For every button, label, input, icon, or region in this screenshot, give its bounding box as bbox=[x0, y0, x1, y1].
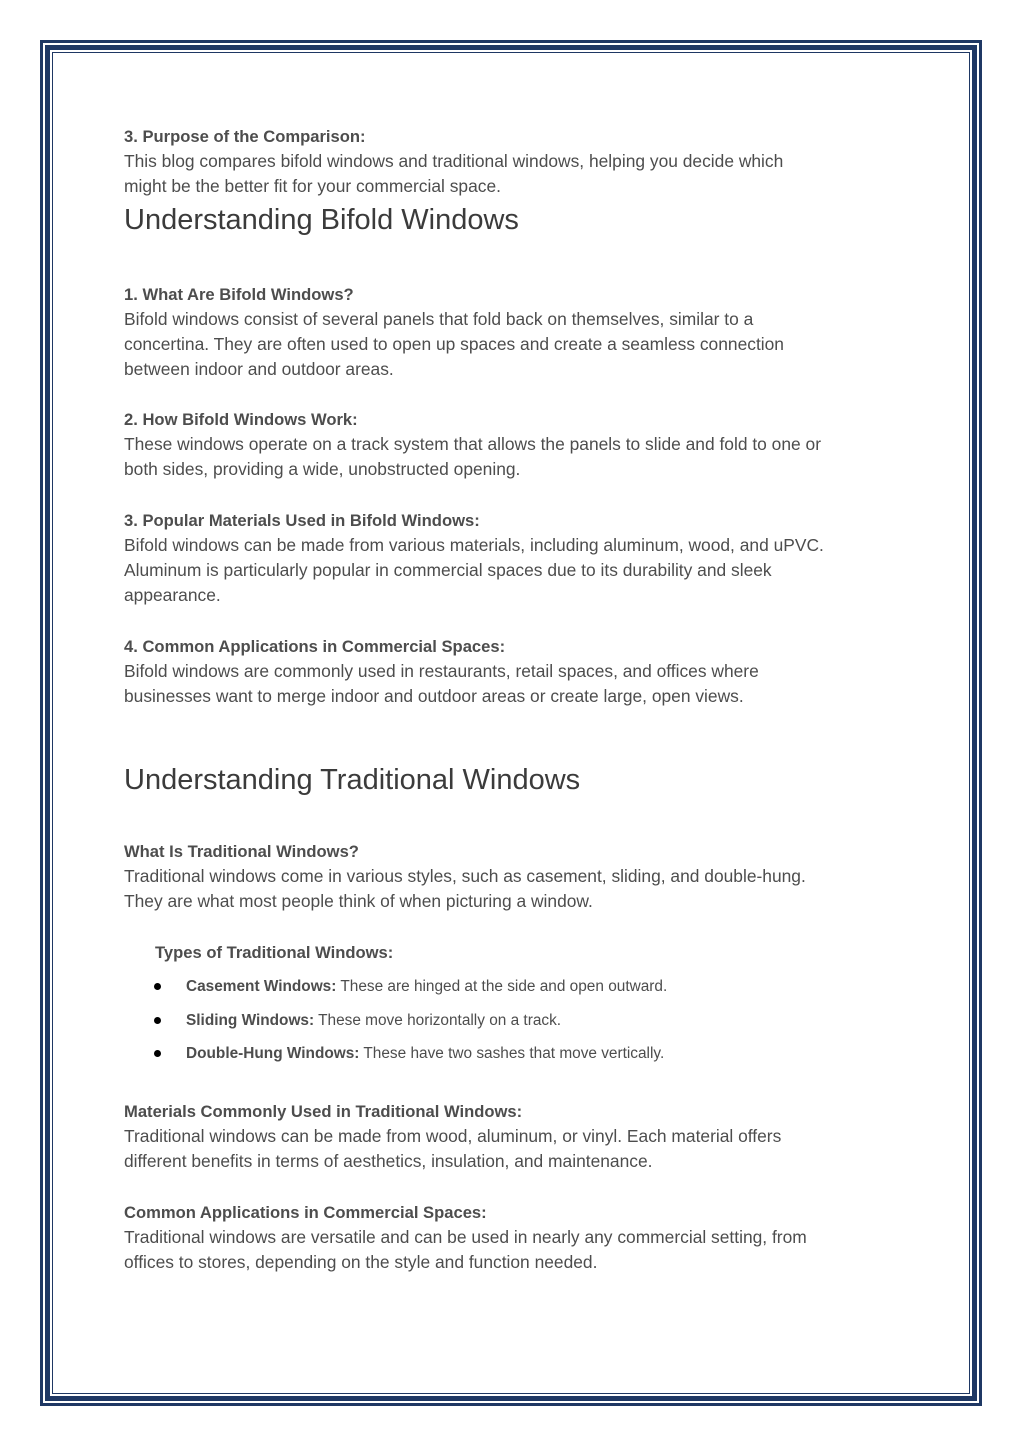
purpose-line-2: might be the better fit for your commercial space. bbox=[124, 176, 501, 196]
list-item-desc: These have two sashes that move vertically. bbox=[359, 1045, 665, 1062]
traditional-section-title: Understanding Traditional Windows bbox=[124, 764, 581, 796]
bifold-what-line-2: concertina. They are often used to open up spaces and create a seamless connection bbox=[124, 334, 784, 354]
bullet-icon bbox=[154, 1050, 161, 1057]
list-item-text bbox=[186, 976, 667, 998]
bullet-icon bbox=[154, 1017, 161, 1024]
purpose-heading: 3. Purpose of the Comparison: bbox=[124, 127, 366, 146]
traditional-what-heading: What Is Traditional Windows? bbox=[124, 842, 359, 861]
bullet-icon bbox=[154, 983, 161, 990]
bifold-applications-line-1: Bifold windows are commonly used in restaurants, retail spaces, and offices where bbox=[124, 661, 759, 681]
traditional-applications-heading: Common Applications in Commercial Spaces: bbox=[124, 1203, 487, 1222]
traditional-applications-line-2: offices to stores, depending on the style and function needed. bbox=[124, 1252, 598, 1272]
bifold-how-line-1: These windows operate on a track system that allows the panels to slide and fold to one or bbox=[124, 434, 821, 454]
bifold-materials-line-1: Bifold windows can be made from various materials, including aluminum, wood, and uPVC. bbox=[124, 535, 824, 555]
bifold-section-title: Understanding Bifold Windows bbox=[124, 204, 519, 236]
bifold-what-line-1: Bifold windows consist of several panels that fold back on themselves, similar to a bbox=[124, 309, 754, 329]
traditional-applications-line-1: Traditional windows are versatile and can be used in nearly any commercial setting, from bbox=[124, 1227, 807, 1247]
bifold-how-line-2: both sides, providing a wide, unobstructed opening. bbox=[124, 459, 521, 479]
list-item-text bbox=[186, 1043, 664, 1065]
traditional-what-line-1: Traditional windows come in various styles, such as casement, sliding, and double-hung. bbox=[124, 866, 806, 886]
purpose-line-1: This blog compares bifold windows and traditional windows, helping you decide which bbox=[124, 151, 784, 171]
traditional-materials-line-2: different benefits in terms of aesthetics, insulation, and maintenance. bbox=[124, 1151, 653, 1171]
bifold-what-line-3: between indoor and outdoor areas. bbox=[124, 359, 394, 379]
list-item-desc: These move horizontally on a track. bbox=[314, 1012, 562, 1029]
traditional-materials-line-1: Traditional windows can be made from wood, aluminum, or vinyl. Each material offers bbox=[124, 1126, 782, 1146]
page-border-inner bbox=[52, 52, 970, 1394]
list-item-term: Double-Hung Windows: bbox=[186, 1045, 360, 1062]
list-item-desc: These are hinged at the side and open outward. bbox=[336, 978, 668, 995]
types-heading: Types of Traditional Windows: bbox=[155, 943, 394, 962]
bifold-what-heading: 1. What Are Bifold Windows? bbox=[124, 285, 354, 304]
bifold-applications-line-2: businesses want to merge indoor and outdoor areas or create large, open views. bbox=[124, 686, 744, 706]
bifold-materials-line-2: Aluminum is particularly popular in commercial spaces due to its durability and sleek bbox=[124, 560, 772, 580]
traditional-materials-heading: Materials Commonly Used in Traditional Windows: bbox=[124, 1102, 523, 1121]
bifold-materials-line-3: appearance. bbox=[124, 585, 221, 605]
list-item-text bbox=[186, 1010, 561, 1032]
bifold-how-heading: 2. How Bifold Windows Work: bbox=[124, 410, 358, 429]
bifold-applications-heading: 4. Common Applications in Commercial Spaces: bbox=[124, 637, 506, 656]
list-item-term: Sliding Windows: bbox=[186, 1012, 315, 1029]
traditional-what-line-2: They are what most people think of when picturing a window. bbox=[124, 891, 593, 911]
list-item-term: Casement Windows: bbox=[186, 978, 337, 995]
bifold-materials-heading: 3. Popular Materials Used in Bifold Windows: bbox=[124, 511, 480, 530]
